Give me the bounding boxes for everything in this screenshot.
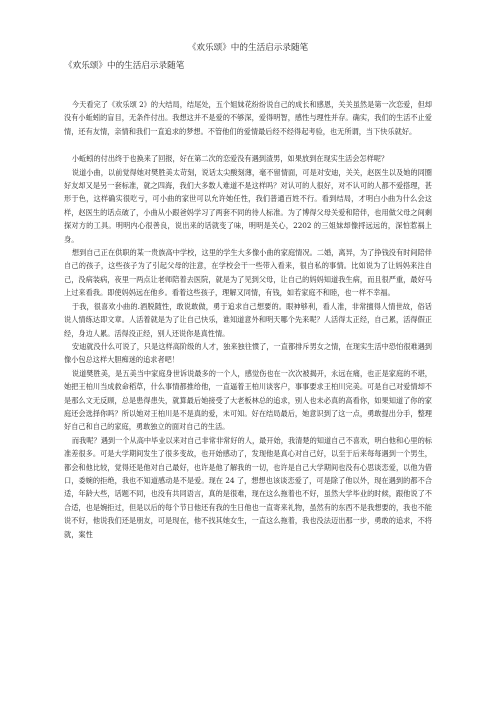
paragraph-1: 今天看完了《欢乐颂 2》的大结局，结尾处，五个姐妹花纷纷说自己的成长和感恩，关关虽然是第一次恋爱，但却没有小蚯蚓的盲目，无条件付出。我想这并不是爱的不够深，爱得明智，感性与理性并存。确实，我们的生活不止爱情，还有友情，亲情和我们一直追求的梦想。不管他们的爱情最后经不经得起考验，也无所谓，当下快乐就好。 (64, 100, 432, 136)
paragraph-4: 想到自己正在供职的某一贵族高中学校，这里的学生大多像小曲的家庭情况。二婚，离异，为了挣钱没有时间陪伴自己的孩子，这些孩子为了引起父母的注意，在学校会干一些带入看来，很自私的事情。比如说为了让妈妈来注自己，没病装病，夜里一两点让老师陪着去医院，就是为了见到父母，让自己的妈妈知道我生病，而且很严重，最好马上过来看我。即使妈妈远在他乡。看着这些孩子，理解又同情，有钱，如若家庭不和睦，也一样不幸福。 (64, 248, 432, 298)
document-subtitle: 《欢乐颂》中的生活启示录随笔 (64, 61, 185, 71)
paragraph-5: 于我，很喜欢小曲的.酒脱随性，敢说敢做，勇于追求自己想要的。眼神够利，看人准，非常擅得人情世故，俗话说人情练达即文章。人活着就是为了让自己快乐，谁知道意外和明天哪个先来呢？人活得太正经，自己累，活得假正经，身边人累。活得没正经，别人还说你是真性情。 (64, 301, 432, 338)
paragraph-7: 说道樊胜美，是五美当中家庭身世诉说最多的一个人，感觉伤也在一次次被揭开，永远在痛，也正是家庭的不堪，她把王柏川当成救命稻草，什么事情都推给他，一直逼着王柏川谈客户，事事要求王柏川完美。可是自己对爱情却不是那么文无反顾，总是患得患失，就算最后她接受了大老板林总的追求，别人也未必真的高看你，如果知道了你的家庭还会选择你吗？所以她对王柏川是不是真的爱，未可知。好在结局最后，她意识到了这一点，勇敢提出分手，整理好自己和自己的家庭，勇敢独立的面对自己的生活。 (64, 368, 432, 432)
document-title: 《欢乐颂》中的生活启示录随笔 (187, 43, 309, 53)
paragraph-2: 小蚯蚓的付出终于也换来了回报，好在第二次的恋爱没有遇到渣男，如果放到在现实生活会怎样呢？ (71, 154, 389, 164)
paragraph-6: 安迪就没什么可说了，只是这样高阶级的人才，独来独往惯了，一直都排斥男女之情，在现实生活中恐怕很难遇到像小包总这样大胆痴迷的追求者吧！ (64, 341, 432, 365)
paragraph-8: 而我呢？遇到一个从高中毕业以来对自己非常非常好的人，最开始，我清楚的知道自己不喜欢，明白他和心里的标准差很多。可是大学期间发生了很多变故，也开始感动了，发现他是真心对自己好，以至于后来每每遇到一个男生，都会和他比较，觉得还是他对自己最好，也许是他了解我的一切，也许是自己大学期间也没有心思谈恋爱，以他为借口，委婉的拒绝，我也不知道感动是不是爱。现在 24 了，想想也该谈恋爱了，可是除了他以外，现在遇到的都不合适，年龄大些，话题不同，也没有共同语言，真的是很难，现在这么拖着也不好，虽然大学毕业的时候，跟他说了不合适，也是婉拒过，但是以后的每个节日他还有我的生日他也一直寄来礼物，虽然有的东西不是我想要的，我也不能说不好，他说我们还是朋友，可是现在，他不找其她女生，一直这么拖着，我也没法迈出那一步，勇敢的追求，不将就，案性 (64, 435, 432, 539)
paragraph-3: 说道小曲，以前觉得她对樊胜美太苛刻，说话太尖酸刻薄，毫不留情面，可是对安迪，关关，赵医生以及她的同圈好友却又是另一套标准，就之四海，我们大多数人难道不是这样吗？对认可的人很好，对不认可的人都不爱搭理，甚形于色，这样确实很吃亏，可小曲的家世可以允许她任性，我们普通百姓不行。看到结局，才明白小曲为什么会这样，赵医生的话点破了，小曲从小跟爸妈学习了两套不同的待人标准。为了博得父母关爱和陪伴，也用做父母之间剩探对方的工具。明明内心很善良，说出来的话就变了味，明明是关心，2202 的三姐妹却像捋远远的，深怕惹祸上身。 (64, 167, 432, 244)
